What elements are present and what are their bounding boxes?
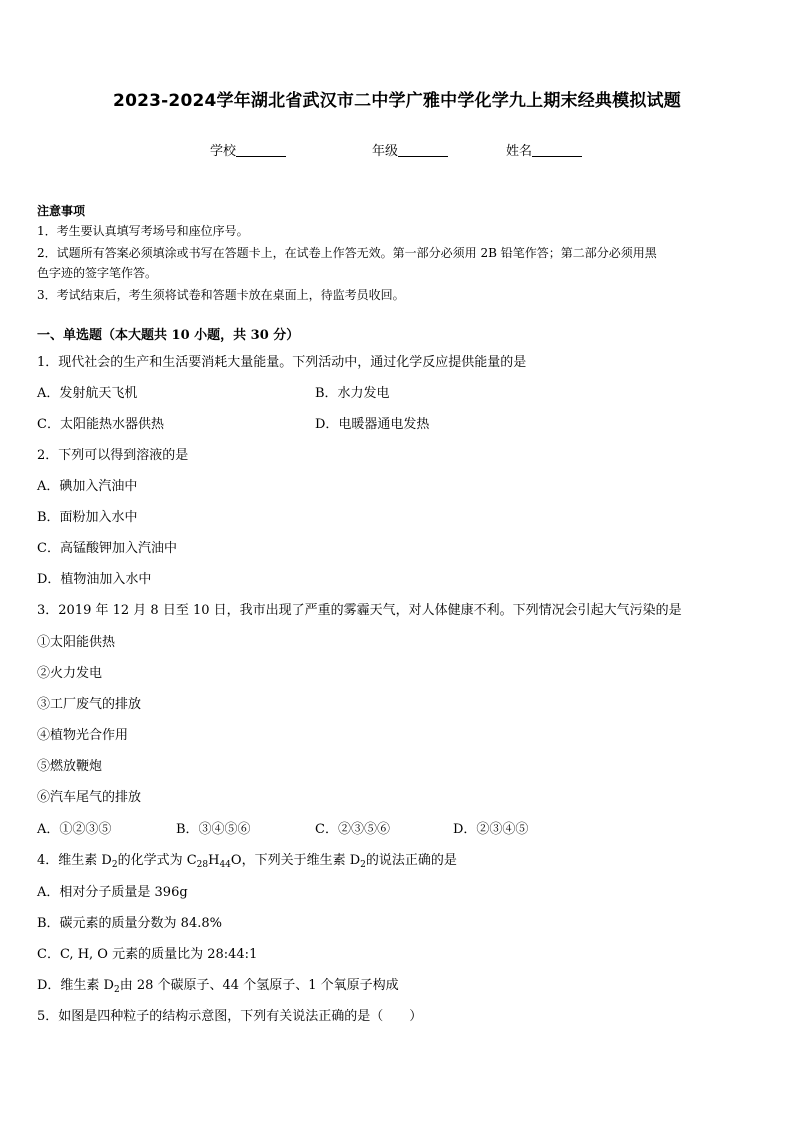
q2-option-b[interactable]: B．面粉加入水中 <box>37 510 138 525</box>
question-3-stem: 3．2019 年 12 月 8 日至 10 日，我市出现了严重的雾霾天气，对人体健康不利。下列情况会引起大气污染的是 <box>37 603 682 618</box>
notice-heading: 注意事项 <box>37 204 86 218</box>
q2-option-d[interactable]: D．植物油加入水中 <box>37 572 152 587</box>
q4-subscript: 2 <box>360 860 366 870</box>
grade-blank[interactable] <box>398 143 448 157</box>
q3-item: ⑥汽车尾气的排放 <box>37 790 142 805</box>
q4-subscript: 44 <box>219 860 231 870</box>
q3-item: ③工厂废气的排放 <box>37 697 142 712</box>
q4-stem-part: H <box>208 853 220 868</box>
q2-option-c[interactable]: C．高锰酸钾加入汽油中 <box>37 541 177 556</box>
page-title: 2023-2024学年湖北省武汉市二中学广雅中学化学九上期末经典模拟试题 <box>113 91 681 111</box>
q4-option-d-part: D．维生素 D <box>37 978 114 993</box>
name-blank[interactable] <box>532 143 582 157</box>
q3-option-b[interactable]: B．③④⑤⑥ <box>176 822 251 837</box>
grade-field[interactable] <box>372 140 448 159</box>
q3-option-a[interactable]: A．①②③⑤ <box>37 822 112 837</box>
question-1-stem: 1．现代社会的生产和生活要消耗大量能量。下列活动中，通过化学反应提供能量的是 <box>37 355 527 370</box>
q4-option-d[interactable] <box>37 978 399 994</box>
q4-subscript: 2 <box>111 860 118 870</box>
q3-item: ⑤燃放鞭炮 <box>37 759 103 774</box>
section-heading: 一、单选题（本大题共 10 小题，共 30 分） <box>37 328 300 343</box>
question-5-stem: 5．如图是四种粒子的结构示意图，下列有关说法正确的是（ ） <box>37 1009 423 1024</box>
q4-stem-part: 的说法正确的是 <box>365 853 457 868</box>
q4-stem-part: O，下列关于维生素 D <box>230 853 361 868</box>
q2-option-a[interactable]: A．碘加入汽油中 <box>37 479 138 494</box>
q3-option-c[interactable]: C．②③⑤⑥ <box>315 822 390 837</box>
q3-option-d[interactable]: D．②③④⑤ <box>453 822 529 837</box>
q4-option-a[interactable]: A．相对分子质量是 396g <box>37 885 188 900</box>
q1-option-d[interactable]: D．电暖器通电发热 <box>315 417 430 432</box>
q4-option-b[interactable]: B．碳元素的质量分数为 84.8% <box>37 916 222 931</box>
school-blank[interactable] <box>236 143 286 157</box>
q3-item: ④植物光合作用 <box>37 728 129 743</box>
q3-item: ②火力发电 <box>37 666 103 681</box>
school-field[interactable] <box>210 140 286 159</box>
q4-option-c[interactable]: C．C, H, O 元素的质量比为 28:44:1 <box>37 947 258 962</box>
notice-item: 2．试题所有答案必须填涂或书写在答题卡上，在试卷上作答无效。第一部分必须用 2B 铅笔作答；第二部分必须用黑 <box>37 246 657 260</box>
question-2-stem: 2．下列可以得到溶液的是 <box>37 448 189 463</box>
q1-option-a[interactable]: A．发射航天飞机 <box>37 386 138 401</box>
q3-item: ①太阳能供热 <box>37 635 116 650</box>
name-field[interactable] <box>506 140 582 159</box>
q4-option-d-part: 由 28 个碳原子、44 个氢原子、1 个氧原子构成 <box>119 978 399 993</box>
student-info-row <box>0 140 794 160</box>
q4-subscript: 28 <box>196 860 209 870</box>
notice-item: 3．考试结束后，考生须将试卷和答题卡放在桌面上，待监考员收回。 <box>37 288 405 302</box>
q1-option-b[interactable]: B．水力发电 <box>315 386 390 401</box>
notice-item: 1．考生要认真填写考场号和座位序号。 <box>37 224 249 238</box>
q1-option-c[interactable]: C．太阳能热水器供热 <box>37 417 164 432</box>
question-4-stem <box>37 853 457 869</box>
q4-stem-part: 的化学式为 C <box>117 853 197 868</box>
name-label: 姓名 <box>506 144 533 159</box>
school-label: 学校 <box>210 144 237 159</box>
notice-item: 色字迹的签字笔作答。 <box>37 266 158 280</box>
q4-stem-part: 4．维生素 D <box>37 853 112 868</box>
grade-label: 年级 <box>372 144 399 159</box>
q4-subscript: 2 <box>113 985 120 995</box>
